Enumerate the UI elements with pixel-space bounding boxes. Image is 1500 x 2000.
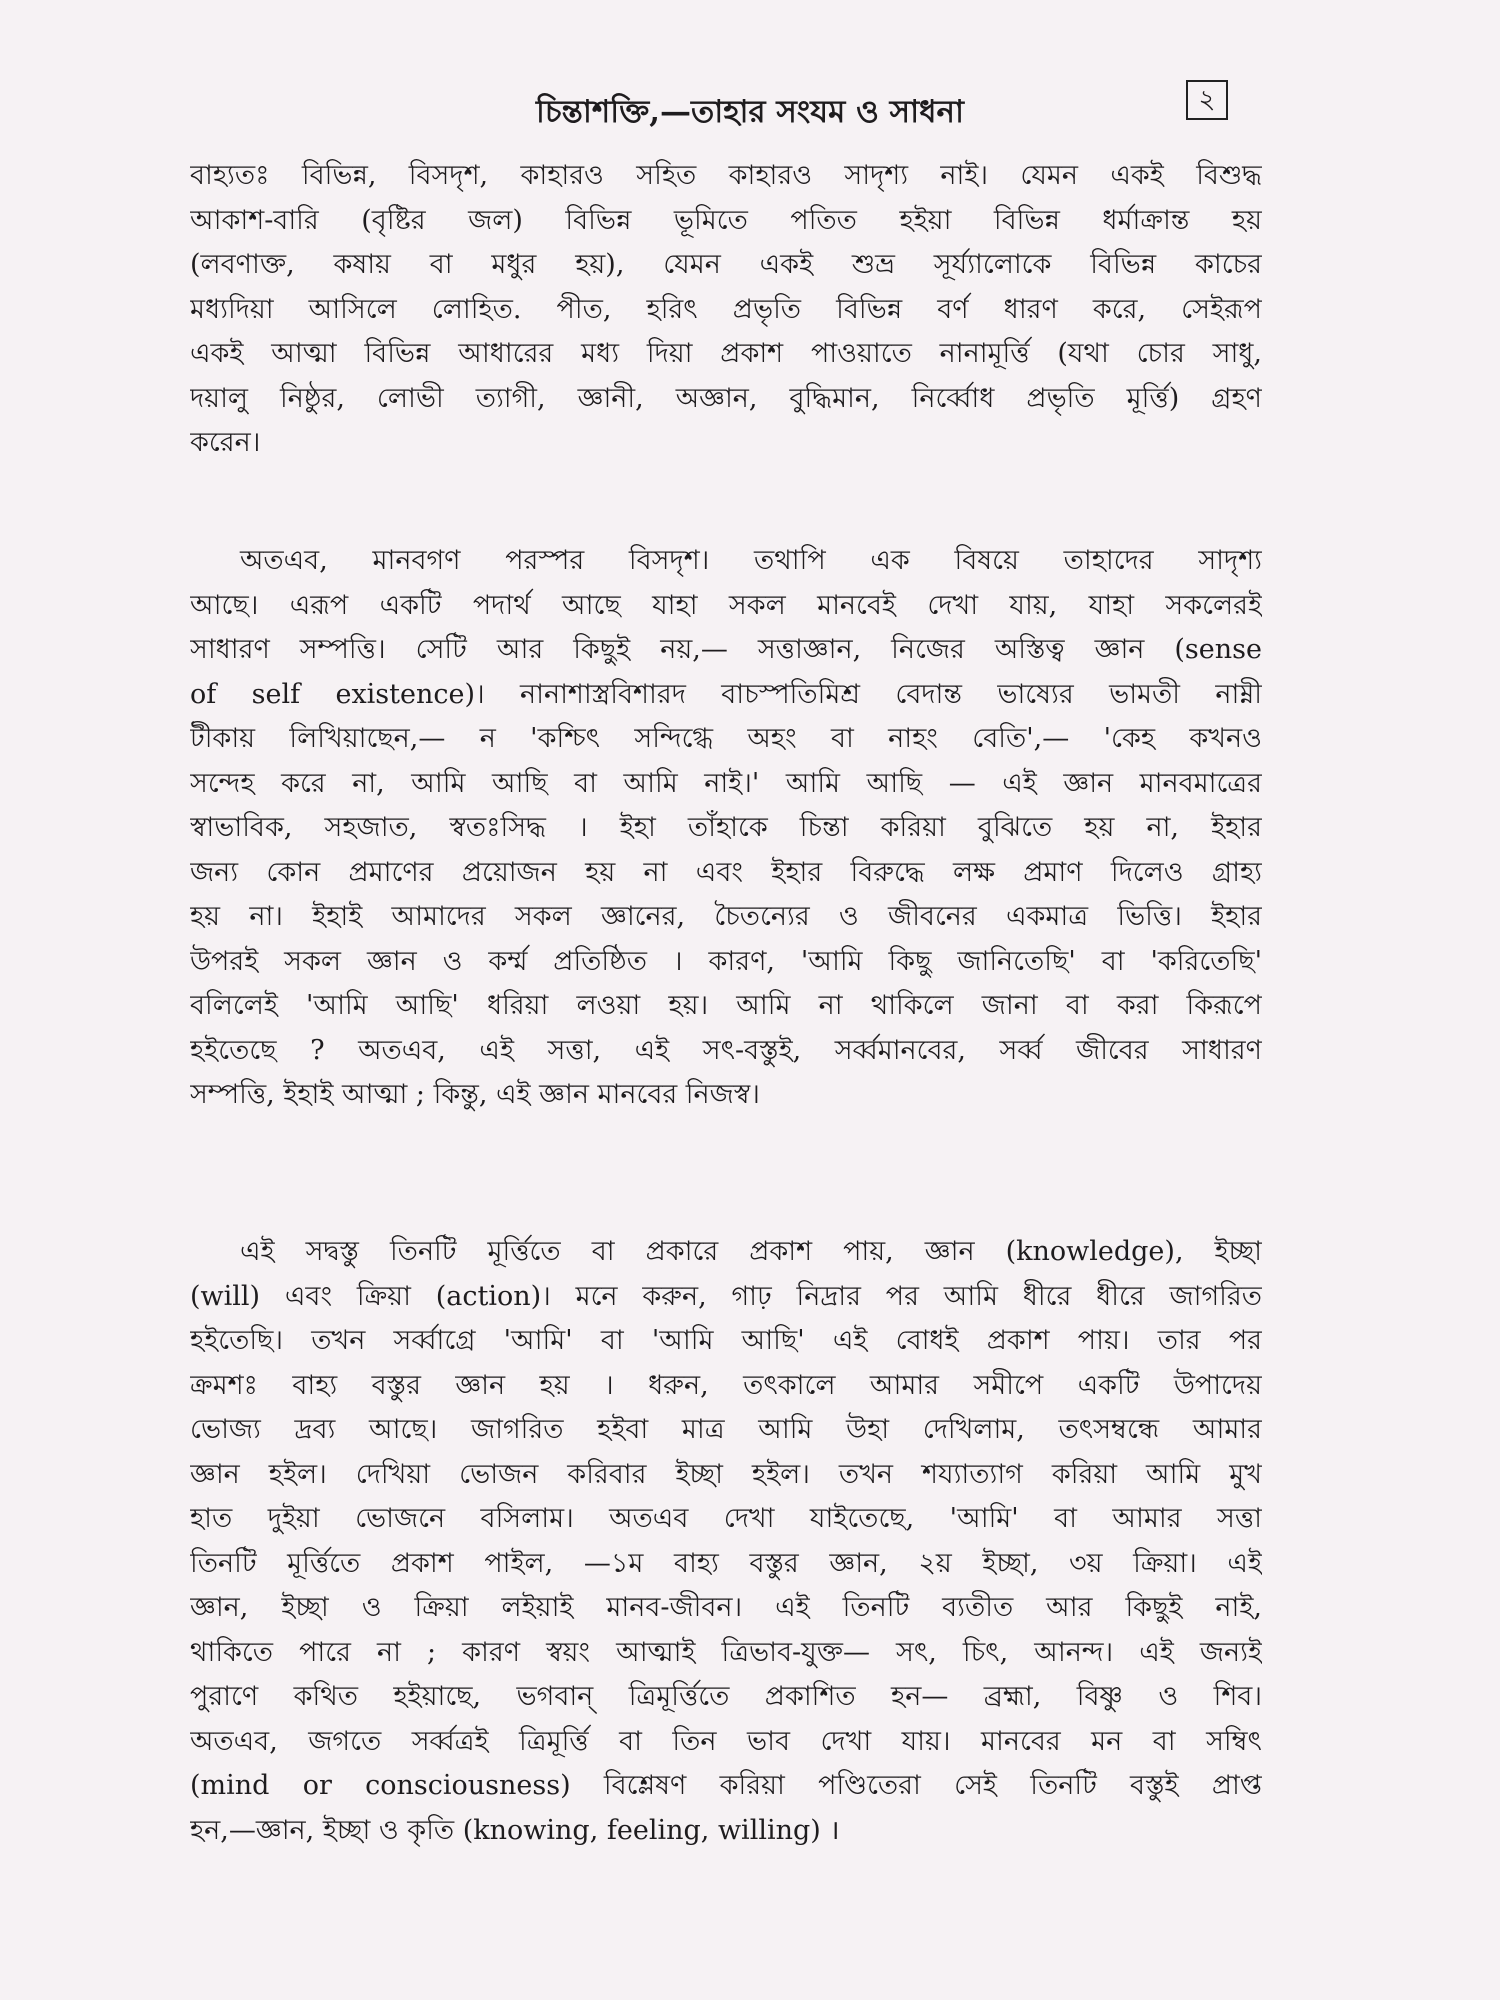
- text-line: আছে। এরূপ একটি পদার্থ আছে যাহা সকল মানবেই দেখা যায়, যাহা সকলেরই: [190, 589, 1262, 621]
- text-line: অতএব, মানবগণ পরস্পর বিসদৃশ। তথাপি এক বিষয়ে তাহাদের সাদৃশ্য: [240, 545, 1262, 576]
- text-line: ক্রমশঃ বাহ্য বস্তুর জ্ঞান হয় । ধরুন, তৎকালে আমার সমীপে একটি উপাদেয়: [190, 1369, 1262, 1401]
- text-line: উপরই সকল জ্ঞান ও কর্ম্ম প্রতিষ্ঠিত । কারণ, 'আমি কিছু জানিতেছি' বা 'করিতেছি': [190, 945, 1262, 977]
- text-line: সন্দেহ করে না, আমি আছি বা আমি নাই।' আমি আছি — এই জ্ঞান মানবমাত্রের: [190, 767, 1262, 799]
- paragraph-1: [190, 154, 1262, 466]
- text-line: জ্ঞান হইল। দেখিয়া ভোজন করিবার ইচ্ছা হইল। তখন শয্যাত্যাগ করিয়া আমি মুখ: [190, 1458, 1262, 1490]
- paragraph-2: [190, 539, 1262, 1118]
- text-line: হইতেছি। তখন সর্ব্বাগ্রে 'আমি' বা 'আমি আছি' এই বোধই প্রকাশ পায়। তার পর: [190, 1325, 1262, 1356]
- text-line: থাকিতে পারে না ; কারণ স্বয়ং আত্মাই ত্রিভাব-যুক্ত— সৎ, চিৎ, আনন্দ। এই জন্যই: [190, 1636, 1262, 1668]
- text-line: আকাশ-বারি (বৃষ্টির জল) বিভিন্ন ভূমিতে পতিত হইয়া বিভিন্ন ধর্মাক্রান্ত হয়: [190, 204, 1262, 236]
- text-line: of self existence)। নানাশাস্ত্রবিশারদ বাচস্পতিমিশ্র বেদান্ত ভাষ্যের ভামতী নাম্নী: [190, 678, 1262, 710]
- text-line: স্বাভাবিক, সহজাত, স্বতঃসিদ্ধ । ইহা তাঁহাকে চিন্তা করিয়া বুঝিতে হয় না, ইহার: [190, 812, 1262, 843]
- text-line: একই আত্মা বিভিন্ন আধারের মধ্য দিয়া প্রকাশ পাওয়াতে নানামূর্ত্তি (যথা চোর সাধু,: [190, 338, 1262, 369]
- text-line: মধ্যদিয়া আসিলে লোহিত. পীত, হরিৎ প্রভৃতি বিভিন্ন বর্ণ ধারণ করে, সেইরূপ: [190, 293, 1262, 325]
- text-line: (লবণাক্ত, কষায় বা মধুর হয়), যেমন একই শুভ্র সূর্য্যালোকে বিভিন্ন কাচের: [190, 249, 1262, 280]
- text-line: বলিলেই 'আমি আছি' ধরিয়া লওয়া হয়। আমি না থাকিলে জানা বা করা কিরূপে: [190, 990, 1262, 1021]
- text-line: এই সদ্বস্তু তিনটি মূর্ত্তিতে বা প্রকারে প্রকাশ পায়, জ্ঞান (knowledge), ইচ্ছা: [240, 1236, 1262, 1267]
- text-line: তিনটি মূর্ত্তিতে প্রকাশ পাইল, —১ম বাহ্য বস্তুর জ্ঞান, ২য় ইচ্ছা, ৩য় ক্রিয়া। এই: [190, 1547, 1262, 1579]
- text-line: (will) এবং ক্রিয়া (action)। মনে করুন, গাঢ় নিদ্রার পর আমি ধীরে ধীরে জাগরিত: [190, 1280, 1262, 1312]
- page-title: চিন্তাশক্তি,—তাহার সংযম ও সাধনা: [535, 94, 965, 130]
- page-number: ২: [1186, 80, 1228, 120]
- text-line: (mind or consciousness) বিশ্লেষণ করিয়া পণ্ডিতেরা সেই তিনটি বস্তুই প্রাপ্ত: [190, 1770, 1262, 1801]
- text-line: পুরাণে কথিত হইয়াছে, ভগবান্ ত্রিমূর্ত্তিতে প্রকাশিত হন— ব্রহ্মা, বিষ্ণু ও শিব।: [190, 1681, 1262, 1712]
- paragraph-3: [190, 1230, 1262, 1853]
- text-line: সম্পত্তি, ইহাই আত্মা ; কিন্তু, এই জ্ঞান মানবের নিজস্ব।: [190, 1079, 760, 1110]
- text-line: হয় না। ইহাই আমাদের সকল জ্ঞানের, চৈতন্যের ও জীবনের একমাত্র ভিত্তি। ইহার: [190, 901, 1262, 932]
- text-line: জন্য কোন প্রমাণের প্রয়োজন হয় না এবং ইহার বিরুদ্ধে লক্ষ প্রমাণ দিলেও গ্রাহ্য: [190, 856, 1262, 888]
- text-line: ভোজ্য দ্রব্য আছে। জাগরিত হইবা মাত্র আমি উহা দেখিলাম, তৎসম্বন্ধে আমার: [190, 1414, 1262, 1445]
- text-line: দয়ালু নিষ্ঠুর, লোভী ত্যাগী, জ্ঞানী, অজ্ঞান, বুদ্ধিমান, নির্ব্বোধ প্রভৃতি মূর্ত্তি) গ্রহণ: [190, 382, 1262, 414]
- text-line: সাধারণ সম্পত্তি। সেটি আর কিছুই নয়,— সত্তাজ্ঞান, নিজের অস্তিত্ব জ্ঞান (sense: [190, 634, 1262, 665]
- text-line: হইতেছে ? অতএব, এই সত্তা, এই সৎ-বস্তুই, সর্ব্বমানবের, সর্ব্ব জীবের সাধারণ: [190, 1034, 1262, 1066]
- text-line: করেন।: [190, 427, 261, 458]
- text-line: হাত দুইয়া ভোজনে বসিলাম। অতএব দেখা যাইতেছে, 'আমি' বা আমার সত্তা: [190, 1503, 1262, 1534]
- text-line: বাহ্যতঃ বিভিন্ন, বিসদৃশ, কাহারও সহিত কাহারও সাদৃশ্য নাই। যেমন একই বিশুদ্ধ: [190, 160, 1262, 191]
- text-line: টীকায় লিখিয়াছেন,— ন 'কশ্চিৎ সন্দিগ্ধে অহং বা নাহং বেতি',— 'কেহ কখনও: [190, 723, 1262, 754]
- text-line: অতএব, জগতে সর্ব্বত্রই ত্রিমূর্ত্তি বা তিন ভাব দেখা যায়। মানবের মন বা সম্বিৎ: [190, 1725, 1262, 1757]
- text-line: জ্ঞান, ইচ্ছা ও ক্রিয়া লইয়াই মানব-জীবন। এই তিনটি ব্যতীত আর কিছুই নাই,: [190, 1592, 1262, 1623]
- text-line: হন,—জ্ঞান, ইচ্ছা ও কৃতি (knowing, feeling, willing) ।: [190, 1814, 840, 1846]
